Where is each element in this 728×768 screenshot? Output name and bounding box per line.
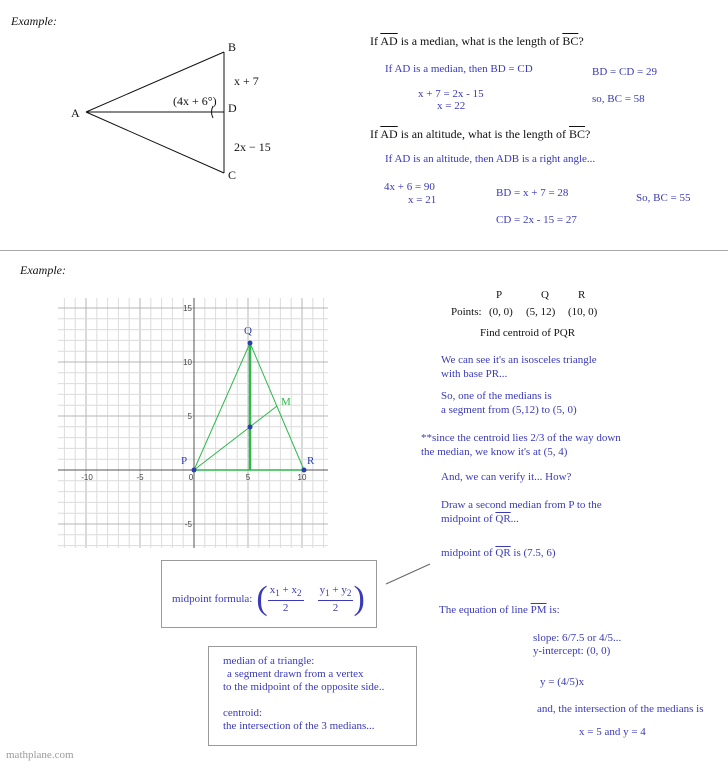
- def-median-line-1: a segment drawn from a vertex: [227, 668, 364, 680]
- y-tick-5: 5: [187, 412, 192, 421]
- q1-line-2: x + 7 = 2x - 15: [418, 88, 484, 100]
- q2-line-2: 4x + 6 = 90: [384, 181, 435, 193]
- line-5b-end: ...: [510, 513, 519, 525]
- midpoint-formula: [172, 582, 365, 616]
- x-tick-neg10: -10: [81, 473, 93, 482]
- y1-sub: 1: [325, 588, 330, 599]
- line-6-seg: $\overline{QR}$: [495, 547, 511, 559]
- example-2-heading: Example:: [20, 263, 66, 277]
- line-4: And, we can verify it... How?: [441, 471, 572, 483]
- label-r: R: [307, 455, 315, 467]
- line-7: [439, 604, 560, 616]
- line-1a: We can see it's an isosceles triangle: [441, 354, 597, 366]
- question-1: [370, 34, 584, 49]
- line-7-pre: The equation of line: [439, 604, 531, 616]
- footer-watermark: mathplane.com: [6, 749, 74, 761]
- definitions-box: [208, 646, 417, 746]
- x2-var: x: [291, 583, 297, 596]
- def-centroid-line: the intersection of the 3 medians...: [223, 720, 375, 732]
- segment-ac: [86, 112, 224, 173]
- x2-sub: 2: [296, 588, 302, 599]
- def-centroid-title: centroid:: [223, 707, 263, 719]
- points-label: Points:: [451, 306, 482, 318]
- y-fraction: [318, 583, 354, 615]
- q2-mid: is an altitude, what is the length of: [397, 127, 569, 141]
- line-1b: with base PR...: [441, 368, 508, 380]
- label-m: M: [281, 396, 291, 408]
- x-tick-5: 5: [245, 473, 251, 482]
- vertex-a-label: A: [71, 106, 80, 120]
- q2-line-5: CD = 2x - 15 = 27: [496, 214, 577, 226]
- def-median-line-2: to the midpoint of the opposite side..: [223, 681, 385, 693]
- x-fraction: [268, 583, 304, 615]
- q1-line-5: so, BC = 58: [592, 93, 645, 105]
- triangle-abc-diagram: [60, 35, 300, 185]
- line-5b-seg: $\overline{QR}$: [495, 513, 511, 525]
- q1-end: ?: [578, 34, 584, 48]
- y-denominator: 2: [332, 602, 339, 615]
- point-q: [248, 341, 253, 346]
- line-11: and, the intersection of the medians is: [537, 703, 704, 715]
- y1-var: y: [319, 583, 326, 596]
- q2-line-4: BD = x + 7 = 28: [496, 187, 569, 199]
- question-2: [370, 127, 590, 142]
- def-median-title: median of a triangle:: [223, 655, 315, 667]
- header-r: R: [578, 289, 586, 301]
- x-denominator: 2: [282, 602, 289, 615]
- x-tick-0: 0: [188, 473, 194, 482]
- line-7-seg: $\overline{PM}$: [530, 604, 547, 616]
- q1-seg-ad: $\overline{AD}$: [380, 34, 398, 48]
- q2-line-3: x = 21: [408, 194, 437, 206]
- point-d-label: D: [228, 101, 237, 115]
- x-plus: +: [279, 583, 292, 596]
- line-9: y-intercept: (0, 0): [533, 645, 611, 657]
- line-6: [441, 547, 556, 559]
- q2-seg-bc: $\overline{BC}$: [569, 127, 586, 141]
- q1-prefix: If: [370, 34, 381, 48]
- q1-seg-bc: $\overline{BC}$: [562, 34, 579, 48]
- x-tick-10: 10: [297, 473, 307, 482]
- vertex-b-label: B: [228, 40, 237, 54]
- q2-prefix: If: [370, 127, 381, 141]
- y2-sub: 2: [346, 588, 352, 599]
- q1-mid: is a median, what is the length of: [397, 34, 563, 48]
- line-2a: So, one of the medians is: [441, 390, 552, 402]
- y-plus: +: [329, 583, 342, 596]
- pointer-line: [384, 560, 434, 590]
- right-paren: ): [353, 580, 365, 617]
- line-10: y = (4/5)x: [540, 676, 585, 688]
- point-p: [192, 468, 197, 473]
- line-5b-pre: midpoint of: [441, 513, 496, 525]
- graph-grid: [58, 298, 328, 548]
- cd-expression: 2x − 15: [234, 140, 271, 154]
- line-6-end: is (7.5, 6): [510, 547, 556, 559]
- coordinate-graph: [58, 298, 328, 548]
- q2-line-6: So, BC = 55: [636, 192, 691, 204]
- line-3b: the median, we know it's at (5, 4): [421, 446, 568, 458]
- centroid-point: [248, 425, 253, 430]
- midpoint-formula-box: [161, 560, 377, 628]
- line-2b: a segment from (5,12) to (5, 0): [441, 404, 577, 416]
- find-centroid: Find centroid of PQR: [480, 327, 576, 339]
- q1-line-4: BD = CD = 29: [592, 66, 657, 78]
- y-tick-neg5: -5: [184, 520, 192, 529]
- line-5b: [441, 513, 519, 525]
- point-r: [302, 468, 307, 473]
- point-r-value: (10, 0): [568, 306, 598, 318]
- y-tick-10: 10: [183, 358, 192, 367]
- line-6-pre: midpoint of: [441, 547, 496, 559]
- label-p: P: [181, 455, 188, 467]
- x1-sub: 1: [275, 588, 280, 599]
- section-divider: [0, 250, 728, 251]
- bd-expression: x + 7: [234, 74, 259, 88]
- left-paren: (: [256, 580, 268, 617]
- point-q-value: (5, 12): [526, 306, 556, 318]
- line-8: slope: 6/7.5 or 4/5...: [533, 632, 622, 644]
- point-p-value: (0, 0): [489, 306, 513, 318]
- header-p: P: [496, 289, 503, 301]
- q2-seg-ad: $\overline{AD}$: [380, 127, 398, 141]
- midpoint-formula-label: midpoint formula:: [172, 593, 253, 605]
- line-3a: **since the centroid lies 2/3 of the way down: [421, 432, 621, 444]
- q1-line-1: If AD is a median, then BD = CD: [385, 63, 533, 75]
- example-1-heading: Example:: [11, 14, 57, 28]
- q1-line-3: x = 22: [437, 100, 466, 112]
- x1-var: x: [269, 583, 276, 596]
- line-12: x = 5 and y = 4: [579, 726, 646, 738]
- y2-var: y: [341, 583, 347, 596]
- q2-line-1: If AD is an altitude, then ADB is a right angle...: [385, 153, 596, 165]
- line-5a: Draw a second median from P to the: [441, 499, 602, 511]
- q2-end: ?: [585, 127, 591, 141]
- angle-label: (4x + 6°): [173, 94, 217, 108]
- y-tick-15: 15: [183, 304, 192, 313]
- x-tick-neg5: -5: [136, 473, 144, 482]
- line-7-end: is:: [546, 604, 560, 616]
- vertex-c-label: C: [228, 168, 237, 182]
- label-q: Q: [244, 325, 252, 337]
- header-q: Q: [541, 289, 549, 301]
